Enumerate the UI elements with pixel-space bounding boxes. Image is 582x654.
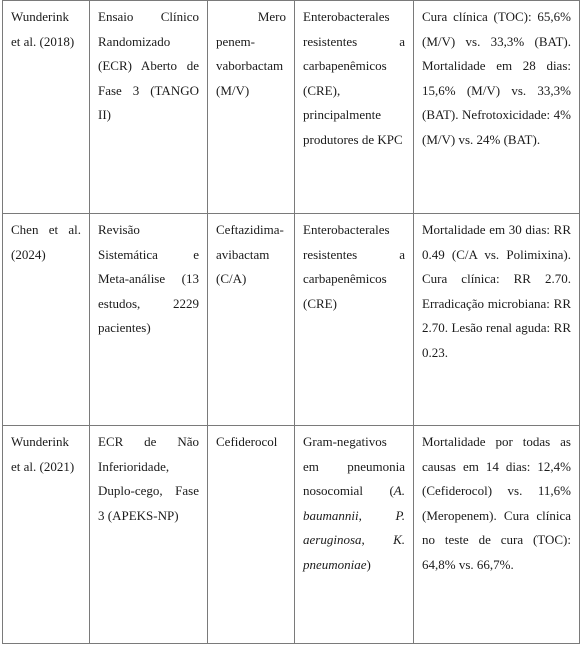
studies-table	[2, 0, 580, 644]
drug-cell	[208, 1, 295, 214]
drug-cell: Ceftazidima-avibactam (C/A)	[208, 214, 295, 426]
drug-line-2: penem-vaborbactam (M/V)	[216, 33, 284, 98]
separator: ,	[358, 507, 396, 523]
population-cell	[295, 426, 414, 644]
table-row	[3, 214, 580, 426]
table-row	[3, 426, 580, 644]
population-suffix: )	[366, 556, 371, 572]
design-cell: Revisão Sistemática e Meta-análise (13 estudos, 2229 pacientes)	[90, 214, 208, 426]
separator: ,	[361, 532, 394, 548]
study-cell: Wunderink et al. (2021)	[3, 426, 90, 644]
study-cell: Wunderink et al. (2018)	[3, 1, 90, 214]
results-cell: Cura clínica (TOC): 65,6% (M/V) vs. 33,3% (BAT). Mortalidade em 28 dias: 15,6% (M/V) vs. 33,3% (BAT). Nefrotoxicidade: 4% (M/V) vs. 24% (BAT).	[414, 1, 580, 214]
drug-line-1: Mero	[257, 9, 286, 24]
table-row	[3, 1, 580, 214]
population-prefix: Gram-negativos em pneumonia nosocomial (	[303, 434, 405, 499]
organism-k-pneumoniae: K. pneumoniae	[303, 532, 405, 572]
results-cell: Mortalidade por todas as causas em 14 dias: 12,4% (Cefiderocol) vs. 11,6% (Meropenem). Cura clínica no teste de cura (TOC): 64,8% vs. 66,7%.	[414, 426, 580, 644]
organism-a-baumannii: A. baumannii	[303, 483, 405, 523]
organism-p-aeruginosa: P. aeruginosa	[303, 507, 405, 548]
design-cell: ECR de Não Inferioridade, Duplo-cego, Fase 3 (APEKS-NP)	[90, 426, 208, 644]
population-cell: Enterobacterales resistentes a carbapenêmicos (CRE), principalmente produtores de KPC	[295, 1, 414, 214]
results-cell: Mortalidade em 30 dias: RR 0.49 (C/A vs. Polimixina). Cura clínica: RR 2.70. Erradicação microbiana: RR 2.70. Lesão renal aguda: RR 0.23.	[414, 214, 580, 426]
study-cell: Chen et al. (2024)	[3, 214, 90, 426]
design-cell: Ensaio Clínico Randomizado (ECR) Aberto de Fase 3 (TANGO II)	[90, 1, 208, 214]
population-cell: Enterobacterales resistentes a carbapenêmicos (CRE)	[295, 214, 414, 426]
drug-cell: Cefiderocol	[208, 426, 295, 644]
